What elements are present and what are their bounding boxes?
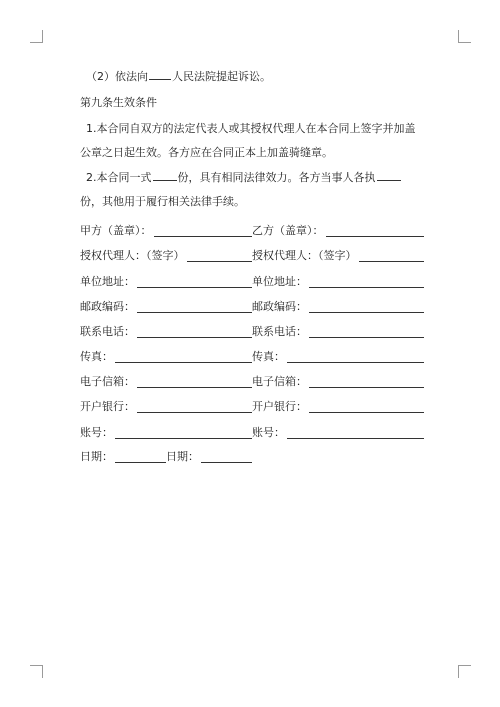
clause9-heading: 第九条生效条件 — [80, 96, 157, 109]
party-a-seal-field[interactable] — [80, 224, 252, 238]
field-label: 账号： — [252, 426, 285, 439]
signature-row — [80, 426, 424, 440]
field-label: 联系电话： — [252, 325, 307, 338]
copies-total-blank[interactable] — [153, 169, 177, 181]
field-label: 电子信箱： — [252, 375, 307, 388]
party-b-date-field[interactable] — [166, 450, 252, 464]
signature-row — [80, 375, 424, 389]
signature-row — [80, 249, 424, 263]
field-label: 传真： — [252, 350, 285, 363]
clause8-item2-prefix: （2）依法向 — [86, 70, 148, 83]
signature-line[interactable] — [309, 327, 424, 338]
party-b-phone-field[interactable] — [252, 325, 424, 339]
field-label: 授权代理人：（签字） — [252, 249, 357, 262]
clause9-paragraph-1 — [80, 117, 422, 165]
party-b-email-field[interactable] — [252, 375, 424, 389]
party-a-bank-field[interactable] — [80, 400, 252, 414]
party-a-phone-field[interactable] — [80, 325, 252, 339]
party-a-agent-field[interactable] — [80, 249, 252, 263]
clause9-p2-b: 份，具有相同法律效力。各方当事人各执 — [177, 171, 376, 184]
clause9-paragraph-2 — [80, 166, 422, 214]
signature-line[interactable] — [287, 352, 424, 363]
signature-line[interactable] — [326, 226, 425, 237]
party-b-bank-field[interactable] — [252, 400, 424, 414]
party-b-postcode-field[interactable] — [252, 300, 424, 314]
signature-line[interactable] — [187, 251, 253, 262]
field-label: 邮政编码： — [252, 300, 307, 313]
party-a-date-field[interactable] — [80, 450, 166, 464]
signature-line[interactable] — [137, 277, 252, 288]
clause9-p2-c: 份，其他用于履行相关法律手续。 — [80, 195, 245, 208]
signature-row — [80, 224, 424, 238]
signature-line[interactable] — [137, 377, 252, 388]
party-b-seal-field[interactable] — [252, 224, 424, 238]
signature-row — [80, 325, 424, 339]
signature-row — [80, 300, 424, 314]
signature-line[interactable] — [359, 251, 425, 262]
field-label: 甲方（盖章）： — [80, 224, 152, 237]
crop-mark-top-left — [30, 30, 43, 43]
party-b-account-field[interactable] — [252, 426, 424, 440]
field-label: 日期： — [166, 450, 199, 463]
court-blank[interactable] — [149, 68, 171, 80]
copies-each-blank[interactable] — [377, 169, 401, 181]
party-a-address-field[interactable] — [80, 275, 252, 289]
clause9-p2-a: 2.本合同一式 — [86, 171, 152, 184]
signature-line[interactable] — [309, 277, 424, 288]
field-label: 授权代理人：（签字） — [80, 249, 185, 262]
party-b-address-field[interactable] — [252, 275, 424, 289]
crop-mark-bottom-left — [30, 665, 43, 678]
signature-line[interactable] — [115, 428, 252, 439]
signature-row — [80, 350, 424, 364]
field-label: 单位地址： — [252, 275, 307, 288]
clause8-item2-suffix: 人民法院提起诉讼。 — [172, 70, 271, 83]
field-label: 联系电话： — [80, 325, 135, 338]
signature-line[interactable] — [137, 327, 252, 338]
party-a-fax-field[interactable] — [80, 350, 252, 364]
crop-mark-top-right — [458, 30, 471, 43]
signature-line[interactable] — [115, 352, 252, 363]
field-label: 邮政编码： — [80, 300, 135, 313]
clause8-item2 — [86, 68, 271, 84]
signature-line[interactable] — [287, 428, 424, 439]
crop-mark-bottom-right — [458, 665, 471, 678]
field-label: 乙方（盖章）： — [252, 224, 324, 237]
field-label: 开户银行： — [80, 400, 135, 413]
signature-row — [80, 400, 424, 414]
signature-line[interactable] — [309, 302, 424, 313]
field-label: 日期： — [80, 450, 113, 463]
field-label: 账号： — [80, 426, 113, 439]
party-a-postcode-field[interactable] — [80, 300, 252, 314]
party-a-account-field[interactable] — [80, 426, 252, 440]
date-row — [80, 450, 424, 464]
date-line[interactable] — [201, 452, 252, 463]
party-b-fax-field[interactable] — [252, 350, 424, 364]
field-label: 传真： — [80, 350, 113, 363]
field-label: 电子信箱： — [80, 375, 135, 388]
field-label: 单位地址： — [80, 275, 135, 288]
clause9-p1-text: 1.本合同自双方的法定代表人或其授权代理人在本合同上签字并加盖公章之日起生效。各方应在合同正本上加盖骑缝章。 — [80, 122, 416, 159]
signature-row — [80, 275, 424, 289]
signature-line[interactable] — [309, 402, 424, 413]
field-label: 开户银行： — [252, 400, 307, 413]
signature-line[interactable] — [309, 377, 424, 388]
signature-line[interactable] — [137, 402, 252, 413]
party-b-agent-field[interactable] — [252, 249, 424, 263]
party-a-email-field[interactable] — [80, 375, 252, 389]
signature-line[interactable] — [154, 226, 253, 237]
signature-line[interactable] — [137, 302, 252, 313]
date-line[interactable] — [115, 452, 166, 463]
